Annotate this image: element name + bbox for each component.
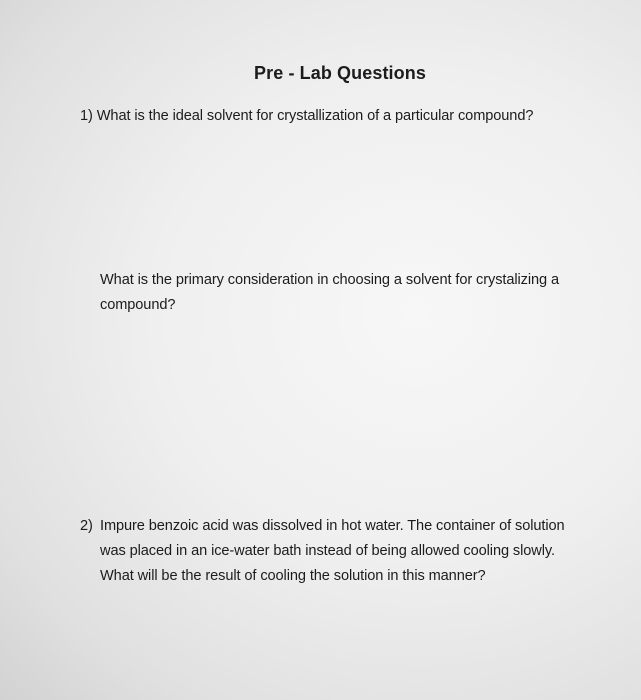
question-1-text: What is the ideal solvent for crystallization of a particular compound? [96,108,534,124]
question-2-line-2: was placed in an ice-water bath instead of being allowed cooling slowly. [100,543,555,559]
page-title: Pre - Lab Questions [254,63,426,83]
question-2 [100,514,620,589]
question-1-number: 1) [80,108,93,124]
question-2-number: 2) [80,518,93,534]
question-1-followup-line-1: What is the primary consideration in choosing a solvent for crystalizing a [100,272,560,288]
question-2-line-3: What will be the result of cooling the solution in this manner? [100,568,486,584]
question-1-followup [100,268,620,318]
question-2-line-1: Impure benzoic acid was dissolved in hot water. The container of solution [100,518,565,534]
question-1 [80,104,620,129]
question-1-followup-line-2: compound? [100,297,176,313]
